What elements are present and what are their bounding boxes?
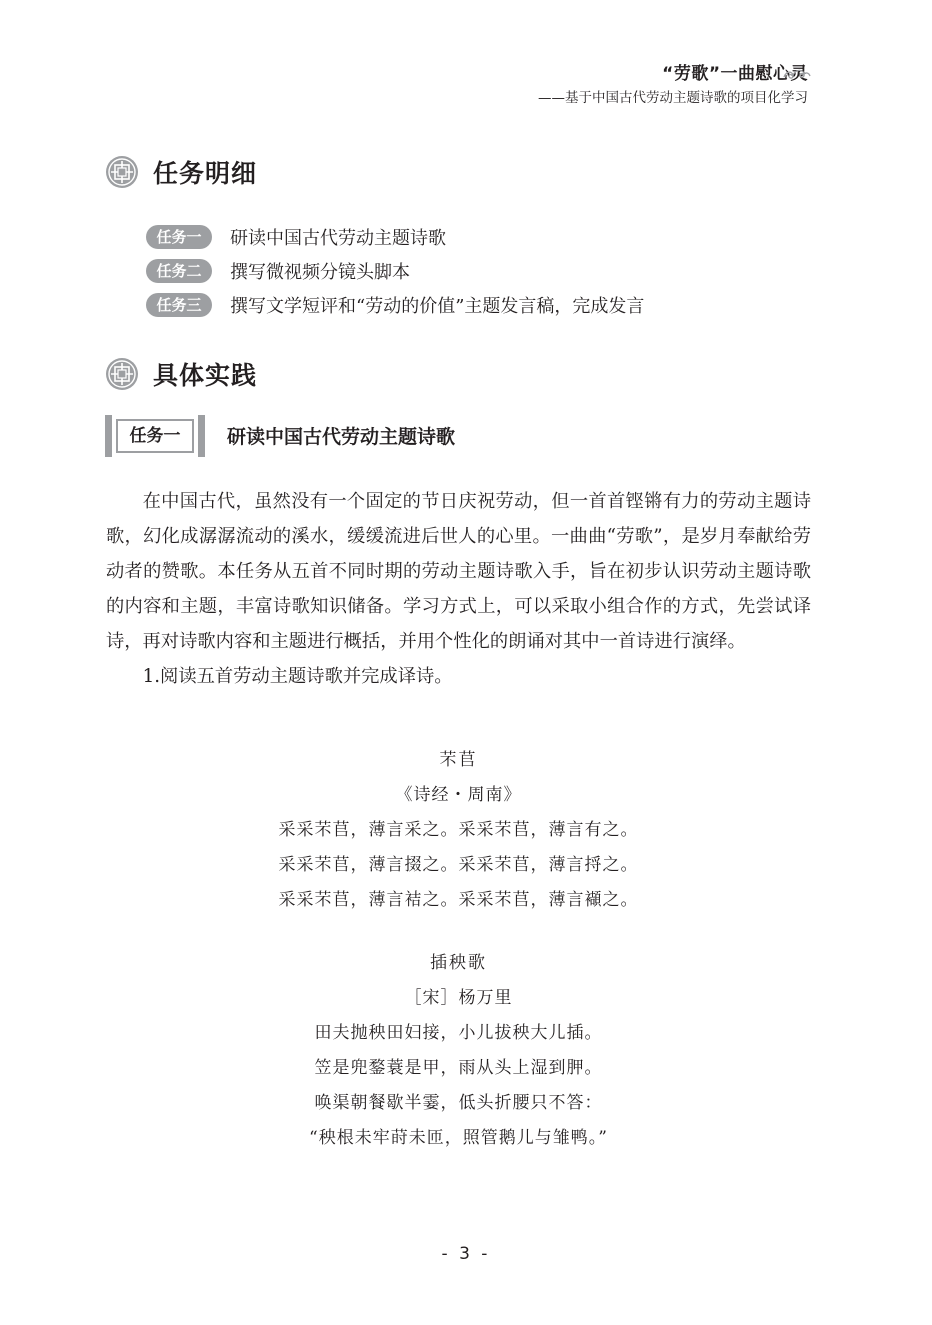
task-badge: 任务二 <box>146 259 212 283</box>
task-item <box>146 288 644 322</box>
cloud-ornament-icon <box>782 66 812 82</box>
page-number: - 3 - <box>441 1244 491 1264</box>
intro-paragraph: 在中国古代，虽然没有一个固定的节日庆祝劳动，但一首首铿锵有力的劳动主题诗歌，幻化成潺潺流动的溪水，缓缓流进后世人的心里。一曲曲“劳歌”，是岁月奉献给劳动者的赞歌。本任务从五首不同时期的劳动主题诗歌入手，旨在初步认识劳动主题诗歌的内容和主题，丰富诗歌知识储备。学习方式上，可以采取小组合作的方式，先尝试译诗，再对诗歌内容和主题进行概括，并用个性化的朗诵对其中一首诗进行演绎。 <box>106 491 811 652</box>
header-title: “劳歌”一曲慰心灵 <box>662 64 808 84</box>
section-title: 任务明细 <box>153 159 258 188</box>
banner-bar-left <box>105 415 112 457</box>
task-item <box>146 220 644 254</box>
poem-line: “秧根未牢莳未匝，照管鹅儿与雏鸭。” <box>309 1128 608 1148</box>
task-banner <box>105 415 205 457</box>
poem-line: 采采芣苢，薄言采之。采采芣苢，薄言有之。 <box>278 820 639 840</box>
step-instruction: 1.阅读五首劳动主题诗歌并完成译诗。 <box>142 666 453 687</box>
section-practice <box>105 356 257 392</box>
task-text: 研读中国古代劳动主题诗歌 <box>230 228 446 249</box>
banner-title: 研读中国古代劳动主题诗歌 <box>227 426 456 448</box>
poem-line: 笠是兜鍪蓑是甲，雨从头上湿到胛。 <box>314 1058 603 1078</box>
section-title: 具体实践 <box>153 361 258 390</box>
task-item <box>146 254 644 288</box>
lattice-emblem-icon <box>105 357 139 391</box>
header-subtitle: ——基于中国古代劳动主题诗歌的项目化学习 <box>538 90 808 106</box>
banner-bar-right <box>198 415 205 457</box>
poem-fuyi <box>106 743 811 918</box>
poem-source: ［宋］杨万里 <box>404 988 513 1008</box>
poem-title: 芣苢 <box>439 750 478 770</box>
poem-title: 插秧歌 <box>430 953 487 973</box>
poem-line: 采采芣苢，薄言掇之。采采芣苢，薄言捋之。 <box>278 855 639 875</box>
poem-source: 《诗经・周南》 <box>395 785 522 805</box>
task-badge: 任务三 <box>146 293 212 317</box>
task-text: 撰写文学短评和“劳动的价值”主题发言稿，完成发言 <box>230 296 645 317</box>
poem-line: 田夫抛秧田妇接，小儿拔秧大儿插。 <box>314 1023 603 1043</box>
lattice-emblem-icon <box>105 155 139 189</box>
poem-line: 唤渠朝餐歇半霎，低头折腰只不答： <box>314 1093 603 1113</box>
task-badge: 任务一 <box>146 225 212 249</box>
task-list <box>146 220 644 322</box>
banner-label: 任务一 <box>116 419 194 453</box>
task-text: 撰写微视频分镜头脚本 <box>230 262 410 283</box>
poem-chayangge <box>106 946 811 1156</box>
poem-line: 采采芣苢，薄言袺之。采采芣苢，薄言襭之。 <box>278 890 639 910</box>
running-header <box>538 62 808 108</box>
body-text <box>106 484 811 694</box>
section-task-detail <box>105 154 257 190</box>
